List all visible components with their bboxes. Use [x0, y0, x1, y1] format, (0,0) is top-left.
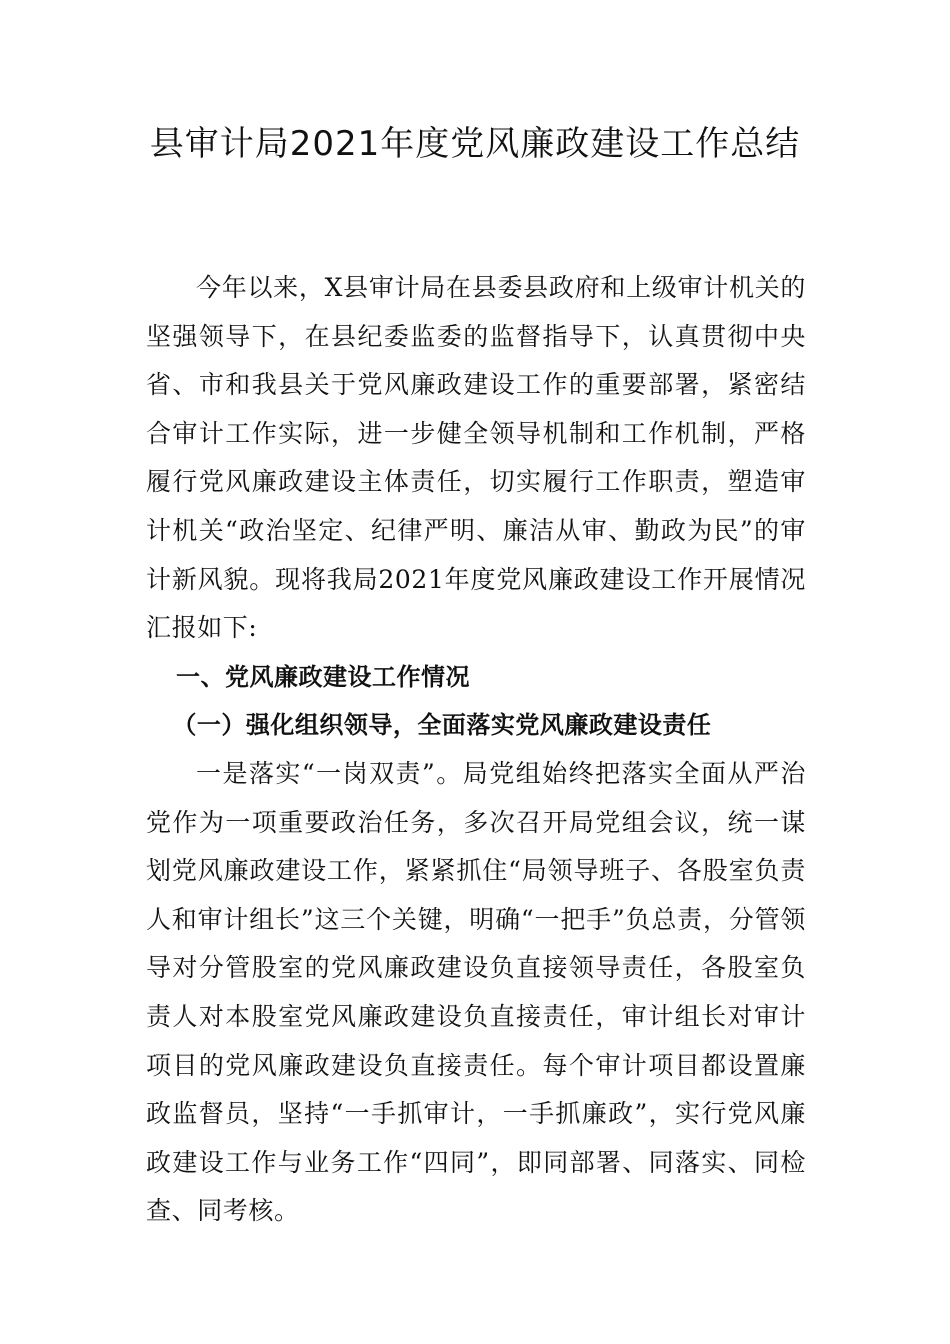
- section-heading: 一、党风廉政建设工作情况: [176, 662, 470, 691]
- document-title: 县审计局2021年度党风廉政建设工作总结: [149, 124, 801, 164]
- subsection-heading: （一）强化组织领导，全面落实党风廉政建设责任: [172, 711, 712, 740]
- intro-paragraph: 今年以来，X县审计局在县委县政府和上级审计机关的坚强领导下，在县纪委监委的监督指导下，认真贯彻中央省、市和我县关于党风廉政建设工作的重要部署，紧密结合审计工作实际，进一步健全领导机制和工作机制，严格履行党风廉政建设主体责任，切实履行工作职责，塑造审计机关“政治坚定、纪律严明、廉洁从审、勤政为民”的审计新风貌。现将我局2021年度党风廉政建设工作开展情况汇报如下:: [146, 273, 806, 643]
- document-body: [146, 264, 806, 1236]
- body-paragraph: 一是落实“一岗双责”。局党组始终把落实全面从严治党作为一项重要政治任务，多次召开局党组会议，统一谋划党风廉政建设工作，紧紧抓住“局领导班子、各股室负责人和审计组长”这三个关键，明确“一把手”负总责，分管领导对分管股室的党风廉政建设负直接领导责任，各股室负责人对本股室党风廉政建设负直接责任，审计组长对审计项目的党风廉政建设负直接责任。每个审计项目都设置廉政监督员，坚持“一手抓审计，一手抓廉政”，实行党风廉政建设工作与业务工作“四同”，即同部署、同落实、同检查、同考核。: [146, 758, 806, 1226]
